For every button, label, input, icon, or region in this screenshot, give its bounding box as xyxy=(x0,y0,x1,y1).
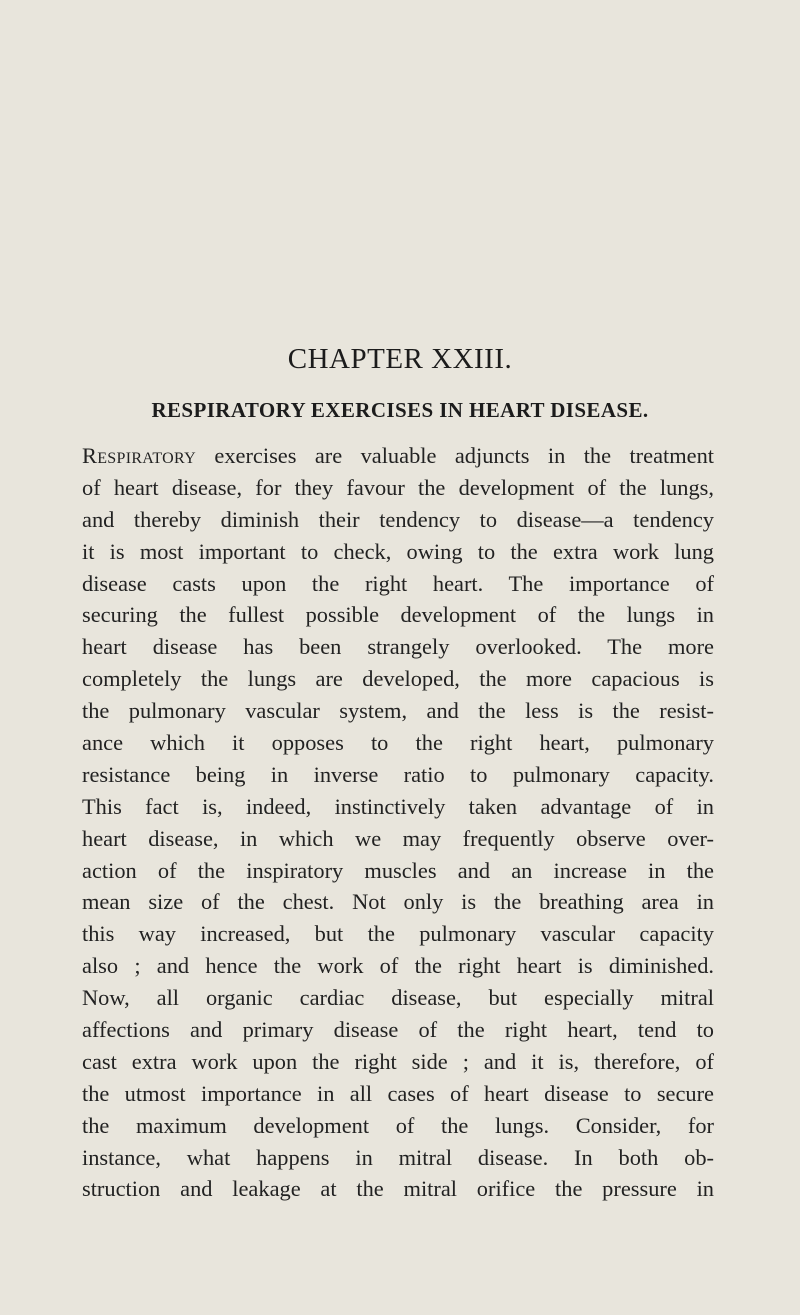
text-line: completely the lungs are developed, the more capacious is xyxy=(82,666,714,692)
text-line: securing the fullest possible development of the lungs in xyxy=(82,602,714,628)
text-line: also ; and hence the work of the right heart is diminished. xyxy=(82,953,714,979)
text-line: resistance being in inverse ratio to pulmonary capacity. xyxy=(82,761,714,787)
text-line: the utmost importance in all cases of heart disease to secure xyxy=(82,1080,714,1106)
text-line: mean size of the chest. Not only is the breathing area in xyxy=(82,889,714,915)
body-paragraph xyxy=(82,440,714,1205)
text-line: heart disease, in which we may frequently observe over- xyxy=(82,825,714,851)
text-line: disease casts upon the right heart. The importance of xyxy=(82,570,714,596)
text-line: this way increased, but the pulmonary vascular capacity xyxy=(82,921,714,947)
text-line: This fact is, indeed, instinctively taken advantage of in xyxy=(82,793,714,819)
text-line: it is most important to check, owing to the extra work lung xyxy=(82,538,714,564)
text-line: instance, what happens in mitral disease. In both ob- xyxy=(82,1144,714,1170)
text-line: of heart disease, for they favour the development of the lungs, xyxy=(82,474,714,500)
text-line: heart disease has been strangely overlooked. The more xyxy=(82,634,714,660)
text-line: struction and leakage at the mitral orifice the pressure in xyxy=(82,1176,714,1202)
text-line: the maximum development of the lungs. Consider, for xyxy=(82,1112,714,1138)
text-line: cast extra work upon the right side ; and it is, therefore, of xyxy=(82,1048,714,1074)
text-line: and thereby diminish their tendency to disease—a tendency xyxy=(82,506,714,532)
chapter-title: RESPIRATORY EXERCISES IN HEART DISEASE. xyxy=(151,398,649,422)
text-line xyxy=(82,440,714,472)
text-line: ance which it opposes to the right heart, pulmonary xyxy=(82,730,714,756)
text-line: Now, all organic cardiac disease, but especially mitral xyxy=(82,985,714,1011)
lead-word: Respiratory xyxy=(82,443,196,468)
text-line-rest: exercises are valuable adjuncts in the treatment xyxy=(195,443,714,468)
chapter-heading: CHAPTER XXIII. xyxy=(287,343,513,375)
text-line: affections and primary disease of the right heart, tend to xyxy=(82,1017,714,1043)
text-line: the pulmonary vascular system, and the less is the resist- xyxy=(82,698,714,724)
text-line: action of the inspiratory muscles and an increase in the xyxy=(82,857,714,883)
